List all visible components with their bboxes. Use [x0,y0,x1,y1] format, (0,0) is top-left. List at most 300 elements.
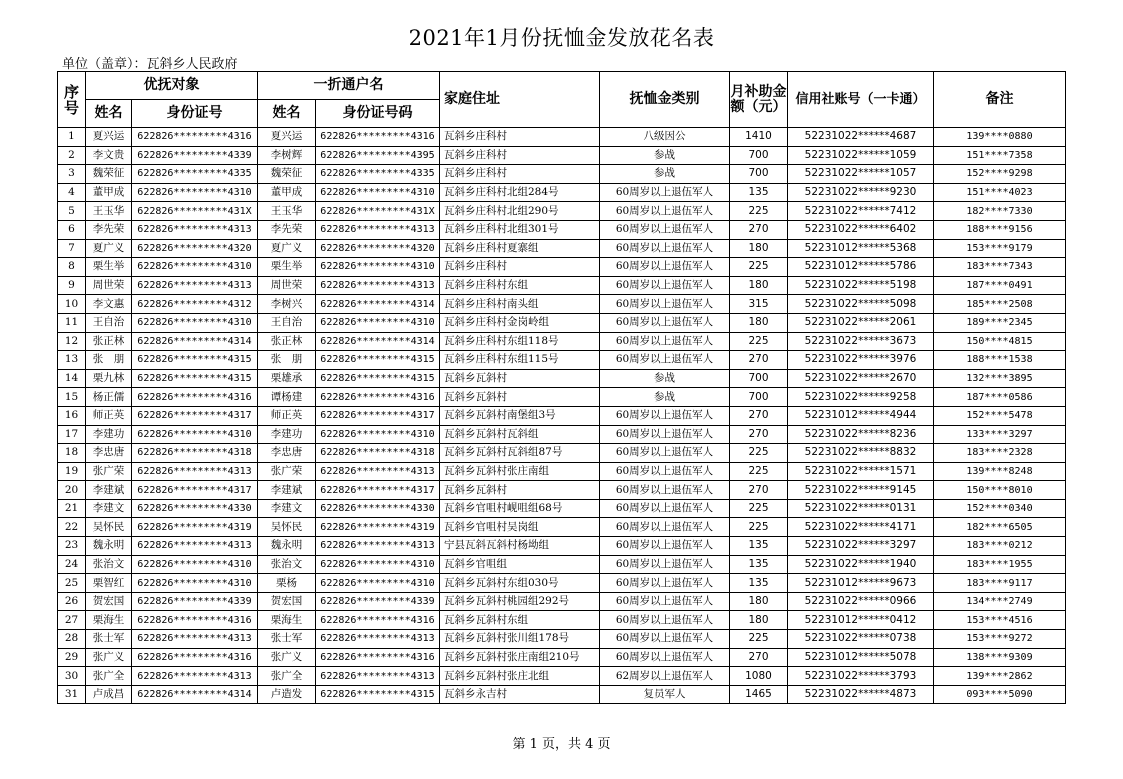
cell-address: 瓦斜乡庄科村 [440,165,600,184]
cell-name: 魏荣征 [86,165,132,184]
cell-id-number: 622826*********4316 [132,648,258,667]
cell-address: 瓦斜乡瓦斜村桃园组292号 [440,592,600,611]
cell-id-number: 622826*********4315 [132,351,258,370]
cell-name: 张广义 [86,648,132,667]
page-title: 2021年1月份抚恤金发放花名表 [408,26,715,50]
cell-holder-id: 622826*********4310 [316,574,440,593]
table-row [58,481,1066,500]
table-row [58,685,1066,704]
header-beneficiary-id: 身份证号 [132,100,258,128]
cell-holder-name: 吴怀民 [258,518,316,537]
cell-holder-name: 周世荣 [258,276,316,295]
cell-amount: 700 [730,165,788,184]
cell-category: 60周岁以上退伍军人 [600,406,730,425]
cell-account: 52231022******1940 [788,555,934,574]
cell-address: 瓦斜乡瓦斜村 [440,388,600,407]
cell-remark: 150****8010 [934,481,1066,500]
header-address: 家庭住址 [440,72,600,128]
cell-remark: 139****2862 [934,667,1066,686]
table-row [58,648,1066,667]
cell-id-number: 622826*********4313 [132,630,258,649]
table-row [58,258,1066,277]
cell-name: 栗海生 [86,611,132,630]
cell-account: 52231022******3297 [788,537,934,556]
cell-id-number: 622826*********4310 [132,183,258,202]
header-monthly-amount: 月补助金额（元） [730,72,788,128]
cell-address: 瓦斜乡瓦斜村东组 [440,611,600,630]
cell-holder-id: 622826*********4313 [316,630,440,649]
cell-seq: 13 [58,351,86,370]
cell-seq: 11 [58,313,86,332]
table-row [58,220,1066,239]
cell-name: 张广荣 [86,462,132,481]
cell-address: 瓦斜乡瓦斜村瓦斜组87号 [440,444,600,463]
cell-name: 杨正儒 [86,388,132,407]
cell-account: 52231012******5368 [788,239,934,258]
cell-holder-name: 王自治 [258,313,316,332]
cell-holder-name: 魏永明 [258,537,316,556]
cell-category: 60周岁以上退伍军人 [600,313,730,332]
cell-seq: 26 [58,592,86,611]
table-body [58,128,1066,704]
cell-holder-id: 622826*********4313 [316,537,440,556]
cell-amount: 270 [730,425,788,444]
cell-holder-id: 622826*********4315 [316,369,440,388]
cell-amount: 225 [730,499,788,518]
cell-address: 瓦斜乡庄科村 [440,146,600,165]
cell-holder-id: 622826*********4317 [316,406,440,425]
cell-id-number: 622826*********4310 [132,574,258,593]
cell-account: 52231012******5786 [788,258,934,277]
table-row [58,592,1066,611]
cell-name: 魏永明 [86,537,132,556]
cell-remark: 185****2508 [934,295,1066,314]
cell-account: 52231022******3673 [788,332,934,351]
cell-seq: 17 [58,425,86,444]
cell-category: 60周岁以上退伍军人 [600,481,730,500]
cell-category: 60周岁以上退伍军人 [600,444,730,463]
cell-remark: 153****9179 [934,239,1066,258]
cell-category: 60周岁以上退伍军人 [600,202,730,221]
cell-id-number: 622826*********4319 [132,518,258,537]
cell-seq: 2 [58,146,86,165]
cell-seq: 3 [58,165,86,184]
cell-holder-id: 622826*********4320 [316,239,440,258]
cell-id-number: 622826*********4316 [132,611,258,630]
cell-remark: 187****0491 [934,276,1066,295]
cell-amount: 700 [730,388,788,407]
cell-name: 王玉华 [86,202,132,221]
cell-remark: 188****1538 [934,351,1066,370]
cell-id-number: 622826*********4313 [132,537,258,556]
cell-id-number: 622826*********4335 [132,165,258,184]
cell-account: 52231012******9673 [788,574,934,593]
cell-holder-name: 李忠唐 [258,444,316,463]
cell-holder-id: 622826*********4316 [316,611,440,630]
cell-amount: 700 [730,146,788,165]
cell-account: 52231022******4171 [788,518,934,537]
cell-remark: 152****9298 [934,165,1066,184]
cell-remark: 150****4815 [934,332,1066,351]
cell-category: 60周岁以上退伍军人 [600,351,730,370]
cell-category: 60周岁以上退伍军人 [600,295,730,314]
cell-amount: 225 [730,202,788,221]
cell-account: 52231022******1057 [788,165,934,184]
cell-account: 52231022******3976 [788,351,934,370]
cell-address: 瓦斜乡瓦斜村 [440,481,600,500]
cell-address: 瓦斜乡瓦斜村张庄北组 [440,667,600,686]
header-holder-id: 身份证号码 [316,100,440,128]
cell-id-number: 622826*********4313 [132,220,258,239]
table-row [58,630,1066,649]
cell-remark: 151****7358 [934,146,1066,165]
cell-remark: 182****6505 [934,518,1066,537]
cell-holder-name: 李建功 [258,425,316,444]
cell-address: 瓦斜乡官咀村吴岗组 [440,518,600,537]
cell-seq: 28 [58,630,86,649]
cell-amount: 270 [730,481,788,500]
cell-id-number: 622826*********4313 [132,667,258,686]
header-seq: 序号 [58,72,86,128]
cell-remark: 183****2328 [934,444,1066,463]
cell-amount: 270 [730,406,788,425]
cell-holder-id: 622826*********4310 [316,425,440,444]
cell-holder-name: 贺宏国 [258,592,316,611]
cell-category: 60周岁以上退伍军人 [600,499,730,518]
cell-seq: 16 [58,406,86,425]
cell-seq: 5 [58,202,86,221]
unit-label: 单位（盖章）：瓦斜乡人民政府 [62,57,238,72]
cell-seq: 15 [58,388,86,407]
cell-remark: 152****5478 [934,406,1066,425]
cell-category: 60周岁以上退伍军人 [600,537,730,556]
cell-id-number: 622826*********4310 [132,555,258,574]
cell-holder-id: 622826*********4314 [316,332,440,351]
cell-holder-id: 622826*********4313 [316,276,440,295]
cell-holder-id: 622826*********4316 [316,388,440,407]
header-account: 信用社账号（一卡通） [788,72,934,128]
cell-account: 52231012******4944 [788,406,934,425]
header-holder-name: 姓名 [258,100,316,128]
cell-amount: 225 [730,518,788,537]
cell-holder-id: 622826*********4318 [316,444,440,463]
cell-id-number: 622826*********4316 [132,128,258,147]
cell-name: 师正英 [86,406,132,425]
page-footer: 第 1 页，共 4 页 [512,737,611,752]
cell-amount: 180 [730,592,788,611]
cell-amount: 135 [730,183,788,202]
cell-holder-id: 622826*********4315 [316,685,440,704]
cell-holder-name: 李树兴 [258,295,316,314]
cell-name: 王自治 [86,313,132,332]
cell-name: 李建功 [86,425,132,444]
cell-holder-name: 师正英 [258,406,316,425]
cell-category: 60周岁以上退伍军人 [600,239,730,258]
cell-category: 八级因公 [600,128,730,147]
table-row [58,406,1066,425]
cell-id-number: 622826*********4314 [132,332,258,351]
cell-holder-id: 622826*********4316 [316,648,440,667]
cell-address: 瓦斜乡永吉村 [440,685,600,704]
cell-address: 瓦斜乡庄科村东组 [440,276,600,295]
cell-holder-id: 622826*********4317 [316,481,440,500]
cell-seq: 14 [58,369,86,388]
table-row [58,165,1066,184]
cell-remark: 139****0880 [934,128,1066,147]
cell-holder-id: 622826*********4395 [316,146,440,165]
cell-seq: 18 [58,444,86,463]
cell-name: 夏广义 [86,239,132,258]
cell-account: 52231022******2670 [788,369,934,388]
cell-seq: 12 [58,332,86,351]
table-row [58,202,1066,221]
cell-amount: 135 [730,555,788,574]
cell-seq: 19 [58,462,86,481]
cell-seq: 21 [58,499,86,518]
cell-remark: 183****1955 [934,555,1066,574]
cell-name: 张士军 [86,630,132,649]
cell-holder-id: 622826*********4310 [316,313,440,332]
cell-remark: 133****3297 [934,425,1066,444]
cell-amount: 225 [730,332,788,351]
cell-amount: 180 [730,276,788,295]
cell-seq: 25 [58,574,86,593]
cell-seq: 7 [58,239,86,258]
cell-category: 60周岁以上退伍军人 [600,630,730,649]
cell-holder-name: 李先荣 [258,220,316,239]
table-row [58,611,1066,630]
cell-holder-name: 魏荣征 [258,165,316,184]
cell-name: 张治文 [86,555,132,574]
cell-holder-name: 栗海生 [258,611,316,630]
cell-seq: 4 [58,183,86,202]
cell-address: 瓦斜乡瓦斜村南堡组3号 [440,406,600,425]
table-row [58,388,1066,407]
table-row [58,444,1066,463]
cell-address: 瓦斜乡庄科村 [440,128,600,147]
cell-id-number: 622826*********4314 [132,685,258,704]
cell-holder-id: 622826*********4310 [316,258,440,277]
cell-holder-name: 董甲成 [258,183,316,202]
cell-remark: 183****0212 [934,537,1066,556]
cell-remark: 151****4023 [934,183,1066,202]
cell-holder-id: 622826*********4310 [316,555,440,574]
cell-address: 瓦斜乡庄科村 [440,258,600,277]
cell-remark: 138****9309 [934,648,1066,667]
cell-category: 参战 [600,165,730,184]
cell-amount: 1080 [730,667,788,686]
cell-address: 宁县瓦斜瓦斜村杨坳组 [440,537,600,556]
cell-address: 瓦斜乡瓦斜村瓦斜组 [440,425,600,444]
cell-address: 瓦斜乡官咀组 [440,555,600,574]
cell-seq: 24 [58,555,86,574]
cell-amount: 180 [730,313,788,332]
cell-holder-name: 李建斌 [258,481,316,500]
cell-holder-name: 栗雄承 [258,369,316,388]
cell-amount: 225 [730,462,788,481]
table-row [58,499,1066,518]
cell-address: 瓦斜乡庄科村东组118号 [440,332,600,351]
cell-remark: 134****2749 [934,592,1066,611]
cell-holder-name: 张正林 [258,332,316,351]
cell-remark: 188****9156 [934,220,1066,239]
cell-holder-name: 王玉华 [258,202,316,221]
cell-name: 栗九林 [86,369,132,388]
cell-account: 52231022******1571 [788,462,934,481]
cell-seq: 6 [58,220,86,239]
cell-category: 60周岁以上退伍军人 [600,574,730,593]
cell-holder-id: 622826*********4339 [316,592,440,611]
cell-address: 瓦斜乡瓦斜村张庄南组 [440,462,600,481]
cell-name: 张 朋 [86,351,132,370]
cell-remark: 183****7343 [934,258,1066,277]
cell-id-number: 622826*********4313 [132,276,258,295]
cell-account: 52231022******4687 [788,128,934,147]
cell-account: 52231012******5078 [788,648,934,667]
cell-id-number: 622826*********4339 [132,592,258,611]
cell-holder-name: 张广全 [258,667,316,686]
cell-holder-name: 张 朋 [258,351,316,370]
cell-seq: 22 [58,518,86,537]
cell-id-number: 622826*********4313 [132,462,258,481]
cell-amount: 270 [730,220,788,239]
cell-holder-name: 张广荣 [258,462,316,481]
header-category: 抚恤金类别 [600,72,730,128]
cell-holder-name: 张广义 [258,648,316,667]
table-row [58,332,1066,351]
cell-holder-id: 622826*********4330 [316,499,440,518]
cell-account: 52231022******5198 [788,276,934,295]
cell-remark: 189****2345 [934,313,1066,332]
table-row [58,183,1066,202]
cell-category: 参战 [600,388,730,407]
cell-amount: 1465 [730,685,788,704]
cell-remark: 153****4516 [934,611,1066,630]
cell-holder-name: 卢造发 [258,685,316,704]
cell-account: 52231022******9145 [788,481,934,500]
cell-account: 52231012******0412 [788,611,934,630]
table-row [58,555,1066,574]
cell-name: 夏兴运 [86,128,132,147]
cell-holder-id: 622826*********4314 [316,295,440,314]
cell-account: 52231022******5098 [788,295,934,314]
table-row [58,518,1066,537]
cell-address: 瓦斜乡瓦斜村东组030号 [440,574,600,593]
cell-amount: 180 [730,239,788,258]
cell-remark: 187****0586 [934,388,1066,407]
cell-holder-id: 622826*********431X [316,202,440,221]
cell-holder-id: 622826*********4313 [316,220,440,239]
cell-amount: 180 [730,611,788,630]
cell-remark: 139****8248 [934,462,1066,481]
cell-category: 60周岁以上退伍军人 [600,220,730,239]
cell-address: 瓦斜乡瓦斜村张庄南组210号 [440,648,600,667]
cell-category: 复员军人 [600,685,730,704]
cell-account: 52231022******9258 [788,388,934,407]
table-row [58,351,1066,370]
cell-holder-name: 张治文 [258,555,316,574]
cell-category: 60周岁以上退伍军人 [600,592,730,611]
cell-category: 60周岁以上退伍军人 [600,648,730,667]
cell-seq: 31 [58,685,86,704]
cell-category: 60周岁以上退伍军人 [600,462,730,481]
cell-address: 瓦斜乡官咀村岘咀组68号 [440,499,600,518]
cell-seq: 27 [58,611,86,630]
cell-seq: 23 [58,537,86,556]
cell-amount: 700 [730,369,788,388]
table-row [58,276,1066,295]
header-beneficiary: 优抚对象 [86,72,258,100]
cell-id-number: 622826*********4317 [132,406,258,425]
cell-name: 张正林 [86,332,132,351]
cell-holder-id: 622826*********4315 [316,351,440,370]
cell-seq: 9 [58,276,86,295]
cell-category: 参战 [600,146,730,165]
cell-name: 董甲成 [86,183,132,202]
cell-holder-id: 622826*********4310 [316,183,440,202]
cell-amount: 135 [730,537,788,556]
cell-amount: 225 [730,630,788,649]
cell-seq: 29 [58,648,86,667]
cell-category: 60周岁以上退伍军人 [600,276,730,295]
cell-holder-name: 栗杨 [258,574,316,593]
cell-id-number: 622826*********4320 [132,239,258,258]
cell-remark: 183****9117 [934,574,1066,593]
cell-id-number: 622826*********4317 [132,481,258,500]
cell-holder-name: 栗生举 [258,258,316,277]
cell-name: 李忠唐 [86,444,132,463]
cell-remark: 132****3895 [934,369,1066,388]
cell-address: 瓦斜乡庄科村北组290号 [440,202,600,221]
header-remarks: 备注 [934,72,1066,128]
cell-holder-name: 李建文 [258,499,316,518]
cell-amount: 270 [730,648,788,667]
cell-address: 瓦斜乡庄科村南头组 [440,295,600,314]
cell-remark: 152****0340 [934,499,1066,518]
cell-id-number: 622826*********4339 [132,146,258,165]
cell-account: 52231022******9230 [788,183,934,202]
cell-category: 参战 [600,369,730,388]
cell-account: 52231022******6402 [788,220,934,239]
cell-id-number: 622826*********4330 [132,499,258,518]
cell-seq: 1 [58,128,86,147]
cell-id-number: 622826*********431X [132,202,258,221]
cell-category: 62周岁以上退伍军人 [600,667,730,686]
cell-id-number: 622826*********4318 [132,444,258,463]
cell-holder-name: 李树辉 [258,146,316,165]
cell-seq: 30 [58,667,86,686]
cell-account: 52231022******1059 [788,146,934,165]
header-account-holder: 一折通户名 [258,72,440,100]
cell-account: 52231022******0131 [788,499,934,518]
cell-account: 52231022******0966 [788,592,934,611]
cell-amount: 135 [730,574,788,593]
cell-amount: 225 [730,444,788,463]
cell-holder-id: 622826*********4313 [316,462,440,481]
table-row [58,239,1066,258]
cell-account: 52231022******8236 [788,425,934,444]
cell-holder-name: 张士军 [258,630,316,649]
cell-account: 52231022******0738 [788,630,934,649]
cell-amount: 1410 [730,128,788,147]
cell-category: 60周岁以上退伍军人 [600,258,730,277]
cell-id-number: 622826*********4315 [132,369,258,388]
cell-address: 瓦斜乡庄科村东组115号 [440,351,600,370]
table-row [58,313,1066,332]
table-row [58,128,1066,147]
cell-id-number: 622826*********4310 [132,425,258,444]
header-beneficiary-name: 姓名 [86,100,132,128]
